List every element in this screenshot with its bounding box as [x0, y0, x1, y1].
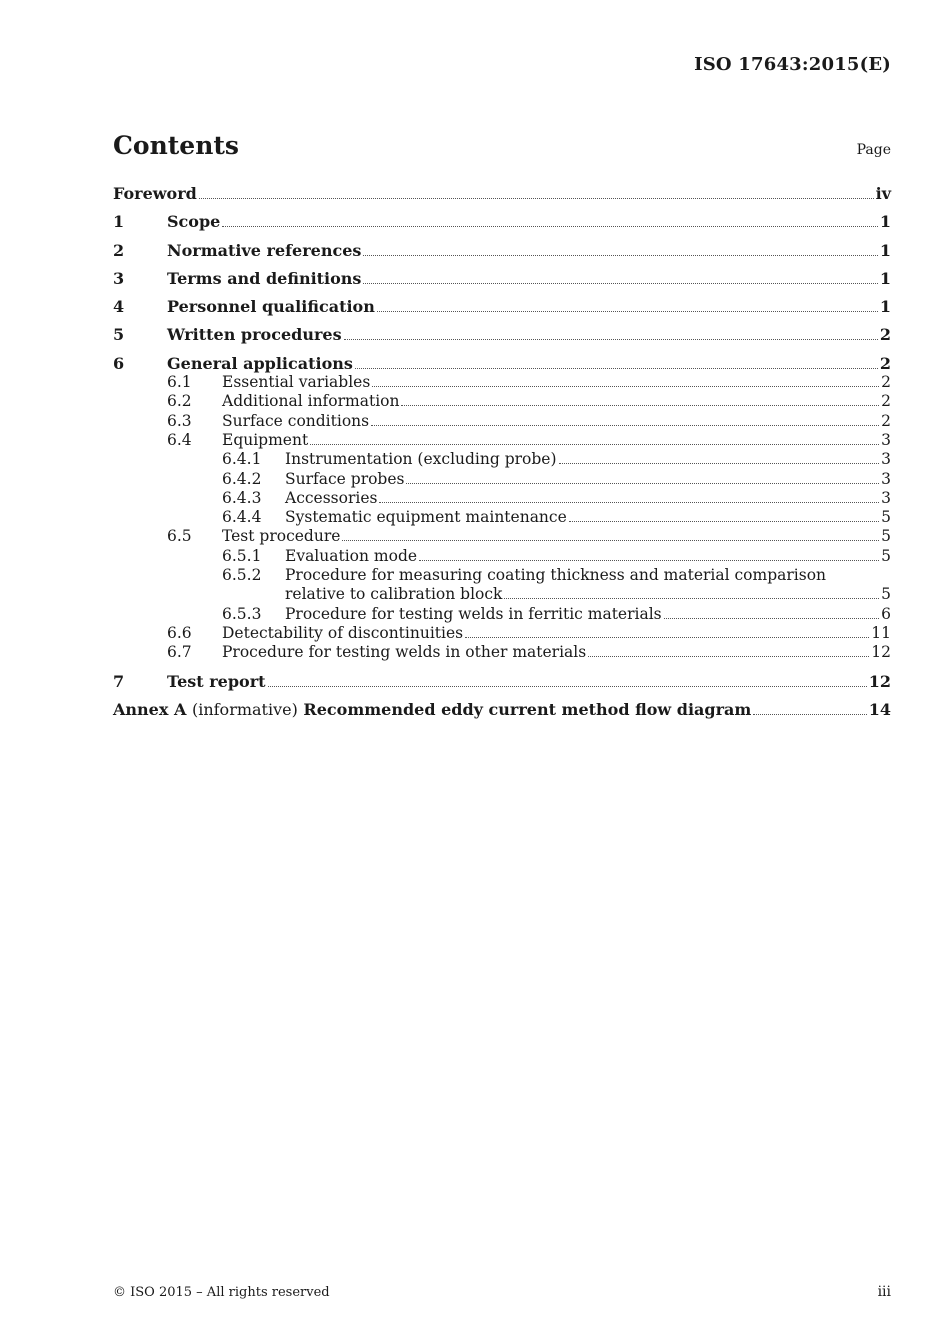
toc-page: 2 [881, 392, 891, 411]
dot-leader [379, 502, 879, 503]
document-id: ISO 17643:2015(E) [694, 54, 891, 75]
annex-title: Recommended eddy current method flow diagram [303, 699, 752, 719]
toc-page: 5 [881, 585, 891, 604]
toc-page: 6 [881, 604, 891, 623]
toc-label: Scope [167, 212, 221, 232]
toc-label: Procedure for measuring coating thickness and material comparison [285, 566, 827, 585]
contents-title: Contents [113, 131, 240, 160]
toc-entry-6-4[interactable] [113, 431, 891, 450]
toc-entry-6-5[interactable] [113, 527, 891, 546]
toc-label: Terms and definitions [167, 268, 362, 288]
toc-entry-6-7[interactable] [113, 643, 891, 662]
toc-entry-6-2[interactable] [113, 392, 891, 411]
toc-entry-written-procedures[interactable] [113, 325, 891, 344]
toc-number: 2 [113, 240, 125, 260]
toc-page: 5 [881, 527, 891, 546]
toc-page: 11 [871, 623, 891, 642]
toc-page: 2 [879, 353, 891, 373]
toc-page: 3 [881, 430, 891, 449]
dot-leader [504, 598, 879, 599]
toc-page: 2 [881, 373, 891, 392]
toc-label: Equipment [222, 430, 309, 449]
toc-label: Procedure for testing welds in other materials [222, 643, 587, 662]
toc-entry-6-4-1[interactable] [113, 450, 891, 469]
toc-number: 6.5.2 [222, 566, 262, 585]
dot-leader [569, 521, 879, 522]
toc-number: 6.3 [167, 411, 192, 430]
dot-leader [310, 444, 879, 445]
dot-leader [372, 386, 879, 387]
toc-label: Accessories [285, 488, 378, 507]
toc-page: 2 [879, 325, 891, 345]
toc-page: 1 [879, 268, 891, 288]
annex-prefix: Annex A [113, 699, 187, 719]
toc-number: 6.4.1 [222, 450, 262, 469]
toc-page: 1 [879, 297, 891, 317]
toc-entry-personnel-qualification[interactable] [113, 297, 891, 316]
toc-entry-6-4-3[interactable] [113, 489, 891, 508]
toc-label: Systematic equipment maintenance [285, 508, 567, 527]
toc-page: 5 [881, 508, 891, 527]
toc-number: 4 [113, 297, 125, 317]
toc-label: Test report [167, 671, 266, 691]
toc-number: 6.5.3 [222, 604, 262, 623]
toc-page: 14 [868, 699, 891, 719]
dot-leader [753, 714, 866, 715]
dot-leader [363, 255, 877, 256]
toc-number: 1 [113, 212, 125, 232]
toc-entry-test-report[interactable] [113, 672, 891, 691]
toc-entry-foreword[interactable] [113, 184, 891, 203]
toc-number: 5 [113, 325, 125, 345]
toc-page: 3 [881, 450, 891, 469]
toc-number: 6.6 [167, 623, 192, 642]
toc-label: Evaluation mode [285, 546, 418, 565]
toc-number: 6.2 [167, 392, 192, 411]
toc-page: 2 [881, 411, 891, 430]
toc-page: 12 [871, 643, 891, 662]
toc-label: Normative references [167, 240, 362, 260]
page-number: iii [877, 1284, 891, 1300]
dot-leader [268, 686, 867, 687]
toc-entry-normative-references[interactable] [113, 241, 891, 260]
dot-leader [401, 405, 879, 406]
toc-entry-6-5-2-continued[interactable] [113, 585, 891, 604]
toc-number: 6.7 [167, 643, 192, 662]
toc-entry-6-3[interactable] [113, 412, 891, 431]
toc-label: Instrumentation (excluding probe) [285, 450, 557, 469]
toc-entry-scope[interactable] [113, 212, 891, 231]
toc-number: 6.5 [167, 527, 192, 546]
toc-label: Essential variables [222, 373, 371, 392]
toc-label: Detectability of discontinuities [222, 623, 464, 642]
dot-leader [406, 483, 879, 484]
toc-label: Foreword [113, 184, 197, 203]
toc-number: 6.1 [167, 373, 192, 392]
dot-leader [559, 463, 880, 464]
annex-type: (informative) [191, 699, 298, 719]
toc-entry-6-4-4[interactable] [113, 508, 891, 527]
toc-number: 3 [113, 268, 125, 288]
toc-page: 3 [881, 469, 891, 488]
dot-leader [344, 339, 878, 340]
toc-page: 1 [879, 212, 891, 232]
toc-page: 1 [879, 240, 891, 260]
copyright-notice: © ISO 2015 – All rights reserved [113, 1285, 330, 1300]
toc-number: 6.5.1 [222, 546, 262, 565]
toc-entry-terms-definitions[interactable] [113, 269, 891, 288]
toc-entry-6-5-3[interactable] [113, 605, 891, 624]
toc-label: General applications [167, 353, 353, 373]
dot-leader [199, 198, 874, 199]
toc-entry-general-applications[interactable] [113, 354, 891, 373]
dot-leader [342, 540, 879, 541]
table-of-contents [113, 184, 891, 719]
toc-entry-6-5-1[interactable] [113, 547, 891, 566]
toc-page: 5 [881, 546, 891, 565]
toc-label: Surface probes [285, 469, 405, 488]
toc-label-continued: relative to calibration block [285, 585, 503, 604]
toc-label: Procedure for testing welds in ferritic materials [285, 604, 662, 623]
toc-annex-label [113, 700, 751, 719]
toc-entry-6-5-2[interactable] [113, 566, 891, 585]
dot-leader [588, 656, 869, 657]
dot-leader [371, 425, 879, 426]
toc-number: 7 [113, 671, 125, 691]
dot-leader [363, 283, 877, 284]
toc-number: 6.4.4 [222, 508, 262, 527]
dot-leader [222, 226, 878, 227]
toc-entry-6-4-2[interactable] [113, 470, 891, 489]
dot-leader [355, 368, 878, 369]
dot-leader [419, 560, 879, 561]
toc-page: 12 [868, 671, 891, 691]
toc-label: Personnel qualification [167, 297, 375, 317]
toc-number: 6.4.2 [222, 469, 262, 488]
toc-entry-annex-a[interactable] [113, 700, 891, 719]
dot-leader [465, 637, 869, 638]
page-column-label: Page [856, 142, 891, 158]
toc-page: 3 [881, 488, 891, 507]
toc-number: 6 [113, 353, 125, 373]
toc-page: iv [875, 184, 891, 203]
toc-label: Written procedures [167, 325, 342, 345]
dot-leader [377, 311, 878, 312]
toc-label: Test procedure [222, 527, 341, 546]
toc-number: 6.4.3 [222, 488, 262, 507]
toc-entry-6-1[interactable] [113, 373, 891, 392]
toc-label: Surface conditions [222, 411, 370, 430]
dot-leader [664, 618, 880, 619]
toc-label: Additional information [222, 392, 400, 411]
toc-entry-6-6[interactable] [113, 624, 891, 643]
toc-number: 6.4 [167, 430, 192, 449]
